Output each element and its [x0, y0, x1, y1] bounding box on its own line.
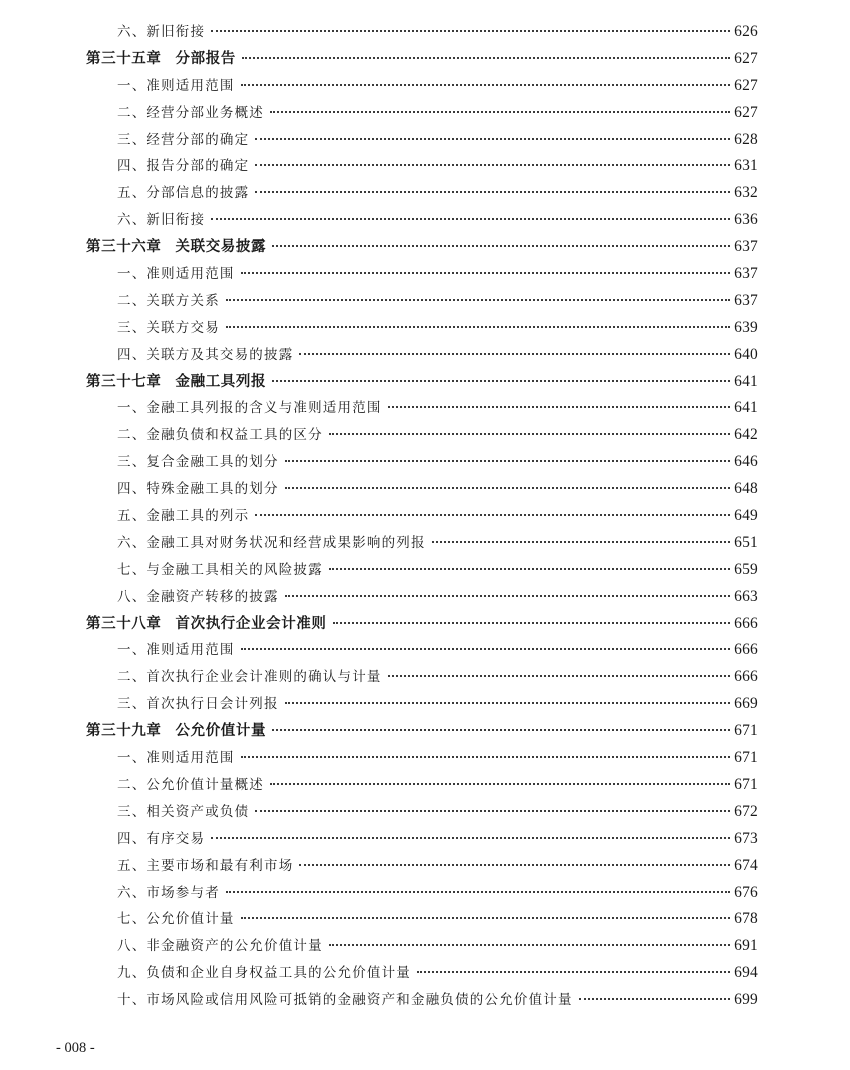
page-number: 640: [734, 345, 758, 363]
toc-section-row: [86, 422, 758, 449]
page-number: 678: [734, 910, 758, 928]
page-number: 636: [734, 211, 758, 229]
chapter-title: 金融工具列报: [175, 373, 267, 390]
toc-section-row: [86, 530, 758, 557]
section-label: 二、关联方关系: [117, 292, 220, 309]
chapter-number: 第三十八章: [86, 615, 162, 632]
page-number: 646: [734, 453, 758, 471]
toc-section-row: [86, 691, 758, 718]
page-number: 651: [734, 533, 758, 551]
section-label: 四、报告分部的确定: [117, 158, 250, 175]
dot-leader: [285, 487, 730, 489]
dot-leader: [579, 998, 730, 1000]
page-number: 666: [734, 668, 758, 686]
dot-leader: [255, 514, 730, 516]
toc-section-row: [86, 906, 758, 933]
chapter-title: 首次执行企业会计准则: [175, 615, 327, 632]
dot-leader: [226, 326, 730, 328]
section-label: 十、市场风险或信用风险可抵销的金融资产和金融负债的公允价值计量: [117, 992, 573, 1009]
section-label: 九、负债和企业自身权益工具的公允价值计量: [117, 965, 411, 982]
dot-leader: [255, 810, 730, 812]
page-number: 663: [734, 587, 758, 605]
dot-leader: [333, 622, 731, 624]
dot-leader: [272, 245, 730, 247]
toc-section-row: [86, 127, 758, 154]
page-number: 674: [734, 856, 758, 874]
section-label: 七、与金融工具相关的风险披露: [117, 561, 323, 578]
dot-leader: [211, 218, 730, 220]
section-label: 六、新旧衔接: [117, 212, 206, 229]
toc-section-row: [86, 880, 758, 907]
section-label: 七、公允价值计量: [117, 911, 235, 928]
toc-section-row: [86, 180, 758, 207]
dot-leader: [388, 406, 731, 408]
section-label: 八、金融资产转移的披露: [117, 588, 279, 605]
section-label: 一、准则适用范围: [117, 77, 235, 94]
toc-section-row: [86, 933, 758, 960]
dot-leader: [226, 891, 730, 893]
toc-section-row: [86, 557, 758, 584]
page-number: 671: [734, 749, 758, 767]
dot-leader: [241, 917, 731, 919]
toc-section-row: [86, 826, 758, 853]
section-label: 一、准则适用范围: [117, 642, 235, 659]
section-label: 二、金融负债和权益工具的区分: [117, 427, 323, 444]
dot-leader: [272, 729, 730, 731]
section-label: 三、关联方交易: [117, 319, 220, 336]
table-of-contents: [86, 19, 758, 1014]
page-number: 649: [734, 507, 758, 525]
dot-leader: [241, 756, 731, 758]
toc-chapter-row: [86, 611, 758, 638]
page-number: 666: [734, 641, 758, 659]
toc-section-row: [86, 745, 758, 772]
section-label: 三、首次执行日会计列报: [117, 696, 279, 713]
dot-leader: [226, 299, 730, 301]
dot-leader: [211, 837, 730, 839]
toc-section-row: [86, 100, 758, 127]
page-number: 626: [734, 23, 758, 40]
section-label: 六、金融工具对财务状况和经营成果影响的列报: [117, 534, 426, 551]
dot-leader: [255, 164, 730, 166]
dot-leader: [211, 30, 730, 32]
dot-leader: [270, 111, 730, 113]
toc-section-row: [86, 395, 758, 422]
section-label: 三、复合金融工具的划分: [117, 454, 279, 471]
toc-section-row: [86, 153, 758, 180]
chapter-heading: [86, 46, 236, 73]
page-number: 691: [734, 937, 758, 955]
dot-leader: [299, 864, 730, 866]
section-label: 五、主要市场和最有利市场: [117, 857, 294, 874]
dot-leader: [241, 648, 731, 650]
toc-section-row: [86, 664, 758, 691]
toc-section-row: [86, 503, 758, 530]
chapter-title: 关联交易披露: [175, 239, 267, 256]
dot-leader: [241, 84, 731, 86]
dot-leader: [242, 57, 730, 59]
dot-leader: [329, 944, 730, 946]
dot-leader: [241, 272, 731, 274]
toc-section-row: [86, 584, 758, 611]
page-number: 641: [734, 372, 758, 390]
chapter-number: 第三十七章: [86, 373, 162, 390]
page-number: 632: [734, 184, 758, 202]
page-number: 672: [734, 802, 758, 820]
section-label: 四、特殊金融工具的划分: [117, 481, 279, 498]
chapter-title: 公允价值计量: [175, 723, 267, 740]
section-label: 六、新旧衔接: [117, 24, 206, 40]
toc-section-row: [86, 799, 758, 826]
page-number: 631: [734, 157, 758, 175]
toc-section-row: [86, 288, 758, 315]
toc-section-row: [86, 449, 758, 476]
toc-section-row: [86, 637, 758, 664]
page-number: 673: [734, 829, 758, 847]
chapter-heading: [86, 234, 266, 261]
dot-leader: [432, 541, 730, 543]
page-number: 669: [734, 695, 758, 713]
page-number-footer: - 008 -: [56, 1040, 95, 1056]
toc-chapter-row: [86, 718, 758, 745]
section-label: 一、准则适用范围: [117, 750, 235, 767]
toc-section-row: [86, 987, 758, 1014]
chapter-heading: [86, 369, 266, 396]
dot-leader: [417, 971, 730, 973]
page-number: 666: [734, 614, 758, 632]
section-label: 二、经营分部业务概述: [117, 104, 264, 121]
page-number: 639: [734, 318, 758, 336]
chapter-number: 第三十五章: [86, 50, 162, 67]
section-label: 三、相关资产或负债: [117, 803, 250, 820]
toc-section-row: [86, 772, 758, 799]
page-number: 637: [734, 291, 758, 309]
page-number: 699: [734, 991, 758, 1009]
toc-chapter-row: [86, 369, 758, 396]
dot-leader: [329, 568, 730, 570]
toc-chapter-row: [86, 46, 758, 73]
page-number: 641: [734, 399, 758, 417]
page-number: 648: [734, 480, 758, 498]
toc-section-row: [86, 73, 758, 100]
section-label: 六、市场参与者: [117, 884, 220, 901]
toc-section-row: [86, 853, 758, 880]
section-label: 二、首次执行企业会计准则的确认与计量: [117, 669, 382, 686]
section-label: 三、经营分部的确定: [117, 131, 250, 148]
dot-leader: [255, 191, 730, 193]
section-label: 一、金融工具列报的含义与准则适用范围: [117, 400, 382, 417]
dot-leader: [270, 783, 730, 785]
toc-section-row: [86, 261, 758, 288]
section-label: 五、分部信息的披露: [117, 185, 250, 202]
page-number: 627: [734, 76, 758, 94]
toc-section-row: [86, 207, 758, 234]
toc-section-row: [86, 476, 758, 503]
chapter-heading: [86, 718, 266, 745]
section-label: 二、公允价值计量概述: [117, 776, 264, 793]
dot-leader: [272, 380, 730, 382]
dot-leader: [285, 460, 730, 462]
toc-section-row: [86, 19, 758, 46]
page-number: 627: [734, 49, 758, 67]
page-number: 637: [734, 265, 758, 283]
page-number: 671: [734, 775, 758, 793]
section-label: 八、非金融资产的公允价值计量: [117, 938, 323, 955]
section-label: 一、准则适用范围: [117, 266, 235, 283]
toc-section-row: [86, 342, 758, 369]
section-label: 五、金融工具的列示: [117, 508, 250, 525]
dot-leader: [255, 138, 730, 140]
dot-leader: [299, 353, 730, 355]
toc-section-row: [86, 315, 758, 342]
toc-section-row: [86, 960, 758, 987]
page-number: 676: [734, 883, 758, 901]
chapter-number: 第三十六章: [86, 239, 162, 256]
page-number: 659: [734, 560, 758, 578]
page-number: 671: [734, 722, 758, 740]
page-number: 637: [734, 238, 758, 256]
dot-leader: [285, 702, 730, 704]
page-number: 694: [734, 964, 758, 982]
section-label: 四、关联方及其交易的披露: [117, 346, 294, 363]
chapter-number: 第三十九章: [86, 723, 162, 740]
dot-leader: [388, 675, 731, 677]
chapter-heading: [86, 611, 327, 638]
dot-leader: [285, 595, 730, 597]
page-number: 628: [734, 130, 758, 148]
chapter-title: 分部报告: [175, 50, 236, 67]
page-number: 627: [734, 103, 758, 121]
dot-leader: [329, 433, 730, 435]
section-label: 四、有序交易: [117, 830, 206, 847]
page-number: 642: [734, 426, 758, 444]
toc-chapter-row: [86, 234, 758, 261]
